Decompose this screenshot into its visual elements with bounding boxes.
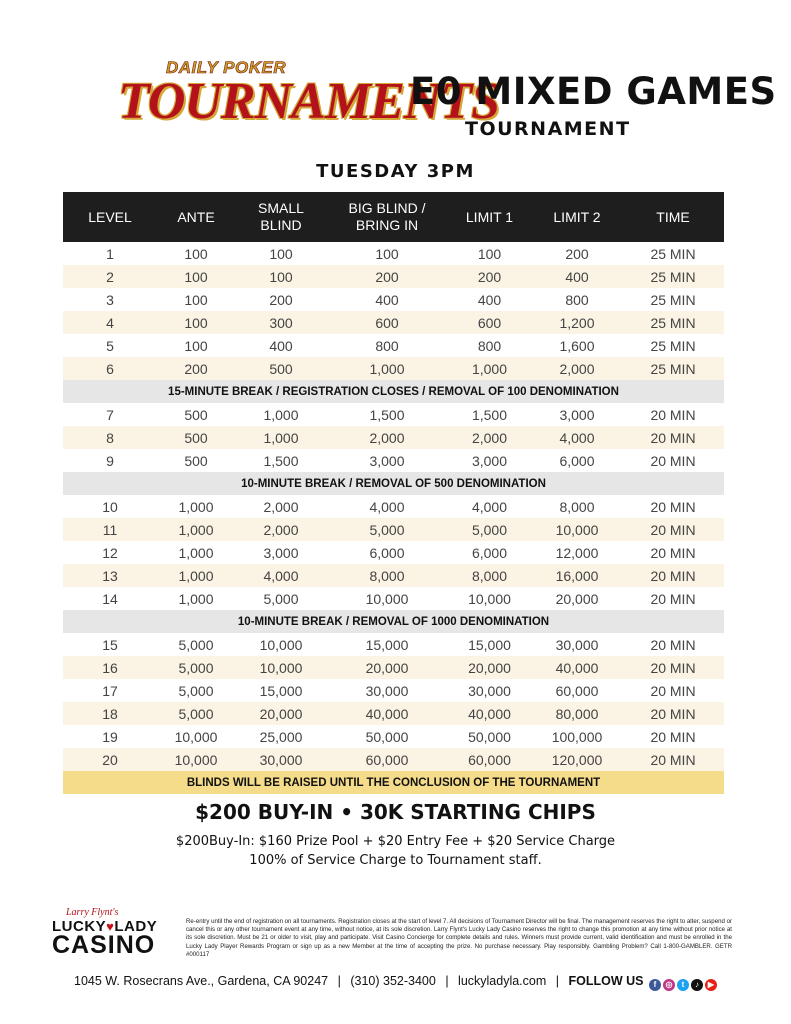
cell-time: 20 MIN <box>650 590 696 607</box>
cell-limit-1: 800 <box>477 337 502 354</box>
cell-big-blind: 60,000 <box>365 751 409 768</box>
logo-main-text: TOURNAMENTS <box>118 73 500 130</box>
cell-ante: 1,000 <box>178 567 214 584</box>
final-note-row: BLINDS WILL BE RAISED UNTIL THE CONCLUSION OF THE TOURNAMENT <box>63 771 724 794</box>
cell-level: 20 <box>102 751 118 768</box>
cell-ante: 1,000 <box>178 544 214 561</box>
cell-small-blind: 2,000 <box>263 521 299 538</box>
break-row: 15-MINUTE BREAK / REGISTRATION CLOSES / REMOVAL OF 100 DENOMINATION <box>63 380 724 403</box>
cell-limit-2: 3,000 <box>559 406 595 423</box>
logo-top-text: DAILY POKER <box>166 58 287 77</box>
table-row <box>63 679 724 702</box>
cell-limit-2: 2,000 <box>559 360 595 377</box>
blind-structure-table <box>63 192 724 794</box>
cell-time: 25 MIN <box>650 245 696 262</box>
header-time: TIME <box>656 208 690 225</box>
table-row <box>63 242 724 265</box>
follow-us-label: FOLLOW US <box>568 974 644 988</box>
table-row <box>63 656 724 679</box>
cell-time: 20 MIN <box>650 659 696 676</box>
divider: | <box>445 974 449 988</box>
header-big-blind: BIG BLIND / BRING IN <box>348 200 426 233</box>
cell-small-blind: 10,000 <box>259 659 303 676</box>
cell-big-blind: 3,000 <box>369 452 405 469</box>
cell-small-blind: 4,000 <box>263 567 299 584</box>
cell-big-blind: 8,000 <box>369 567 405 584</box>
cell-limit-2: 800 <box>565 291 589 308</box>
table-row <box>63 495 724 518</box>
page-title: E0 MIXED GAMES <box>410 70 777 113</box>
cell-big-blind: 4,000 <box>369 498 405 515</box>
cell-limit-1: 400 <box>477 291 502 308</box>
cell-level: 7 <box>106 406 114 423</box>
table-row <box>63 564 724 587</box>
cell-ante: 5,000 <box>178 705 214 722</box>
cell-limit-2: 400 <box>565 268 589 285</box>
cell-limit-2: 1,600 <box>559 337 595 354</box>
cell-big-blind: 2,000 <box>369 429 405 446</box>
cell-small-blind: 25,000 <box>259 728 303 745</box>
cell-big-blind: 30,000 <box>365 682 409 699</box>
cell-limit-1: 10,000 <box>468 590 511 607</box>
cell-small-blind: 2,000 <box>263 498 299 515</box>
cell-limit-1: 15,000 <box>468 636 511 653</box>
cell-limit-2: 80,000 <box>555 705 599 722</box>
cell-limit-1: 50,000 <box>468 728 511 745</box>
cell-limit-2: 1,200 <box>559 314 595 331</box>
cell-ante: 100 <box>184 337 208 354</box>
cell-ante: 1,000 <box>178 521 214 538</box>
table-row <box>63 426 724 449</box>
cell-limit-1: 100 <box>477 245 502 262</box>
cell-ante: 5,000 <box>178 682 214 699</box>
cell-big-blind: 50,000 <box>365 728 409 745</box>
cell-limit-1: 200 <box>477 268 502 285</box>
table-row <box>63 357 724 380</box>
table-row <box>63 265 724 288</box>
cell-limit-1: 4,000 <box>471 498 508 515</box>
phone-link[interactable]: (310) 352-3400 <box>350 974 436 988</box>
table-row <box>63 449 724 472</box>
cell-time: 25 MIN <box>650 360 696 377</box>
table-row <box>63 403 724 426</box>
cell-ante: 100 <box>184 291 208 308</box>
cell-limit-1: 6,000 <box>471 544 508 561</box>
cell-limit-1: 2,000 <box>471 429 508 446</box>
header-ante: ANTE <box>177 208 215 225</box>
cell-limit-1: 1,000 <box>471 360 508 377</box>
table-row <box>63 587 724 610</box>
cell-small-blind: 300 <box>269 314 293 331</box>
cell-big-blind: 1,000 <box>369 360 405 377</box>
cell-level: 15 <box>102 636 118 653</box>
cell-small-blind: 200 <box>269 291 293 308</box>
youtube-icon[interactable]: ▶ <box>705 979 717 991</box>
cell-time: 20 MIN <box>650 452 696 469</box>
cell-big-blind: 40,000 <box>365 705 409 722</box>
instagram-icon[interactable]: ◎ <box>663 979 675 991</box>
divider: | <box>337 974 341 988</box>
cell-limit-1: 60,000 <box>468 751 511 768</box>
cell-limit-2: 200 <box>565 245 589 262</box>
table-row <box>63 334 724 357</box>
cell-level: 3 <box>106 291 114 308</box>
cell-small-blind: 100 <box>269 268 293 285</box>
cell-limit-2: 60,000 <box>555 682 599 699</box>
cell-limit-2: 8,000 <box>559 498 595 515</box>
table-header <box>63 192 724 242</box>
cell-time: 20 MIN <box>650 682 696 699</box>
cell-level: 8 <box>106 429 114 446</box>
header-level: LEVEL <box>88 208 132 225</box>
cell-big-blind: 800 <box>375 337 399 354</box>
cell-level: 6 <box>106 360 114 377</box>
cell-level: 18 <box>102 705 118 722</box>
table-row <box>63 748 724 771</box>
page-subtitle: TOURNAMENT <box>465 118 631 140</box>
break-row: 10-MINUTE BREAK / REMOVAL OF 500 DENOMINATION <box>63 472 724 495</box>
cell-level: 19 <box>102 728 118 745</box>
cell-small-blind: 3,000 <box>263 544 299 561</box>
tiktok-icon[interactable]: ♪ <box>691 979 703 991</box>
cell-level: 14 <box>102 590 118 607</box>
cell-limit-2: 12,000 <box>555 544 599 561</box>
cell-big-blind: 10,000 <box>365 590 409 607</box>
header-limit-2: LIMIT 2 <box>553 208 601 225</box>
cell-time: 20 MIN <box>650 728 696 745</box>
level-block-2 <box>63 403 724 472</box>
cell-time: 20 MIN <box>650 521 696 538</box>
cell-limit-2: 6,000 <box>559 452 595 469</box>
cell-time: 25 MIN <box>650 291 696 308</box>
cell-ante: 500 <box>184 406 208 423</box>
address: 1045 W. Rosecrans Ave., Gardena, CA 90247 <box>74 974 329 988</box>
cell-time: 20 MIN <box>650 406 696 423</box>
header-limit-1: LIMIT 1 <box>465 208 514 225</box>
buy-in-breakdown: $200Buy-In: $160 Prize Pool + $20 Entry Fee + $20 Service Charge <box>175 834 616 849</box>
cell-big-blind: 200 <box>375 268 399 285</box>
cell-small-blind: 400 <box>269 337 293 354</box>
cell-small-blind: 5,000 <box>263 590 299 607</box>
cell-limit-2: 10,000 <box>555 521 599 538</box>
cell-small-blind: 1,000 <box>263 406 299 423</box>
level-block-4 <box>63 633 724 771</box>
cell-small-blind: 1,500 <box>263 452 299 469</box>
cell-limit-2: 20,000 <box>555 590 599 607</box>
cell-ante: 200 <box>184 360 208 377</box>
cell-level: 4 <box>106 314 114 331</box>
cell-ante: 5,000 <box>178 659 214 676</box>
table-row <box>63 702 724 725</box>
cell-level: 12 <box>102 544 118 561</box>
cell-ante: 500 <box>184 452 208 469</box>
cell-ante: 10,000 <box>174 728 218 745</box>
service-charge-note: 100% of Service Charge to Tournament staff. <box>249 853 542 868</box>
cell-level: 11 <box>102 521 118 538</box>
cell-ante: 1,000 <box>178 498 214 515</box>
cell-big-blind: 1,500 <box>369 406 405 423</box>
cell-limit-1: 40,000 <box>468 705 511 722</box>
cell-ante: 1,000 <box>178 590 214 607</box>
cell-level: 16 <box>102 659 118 676</box>
cell-big-blind: 400 <box>375 291 399 308</box>
cell-time: 20 MIN <box>650 429 696 446</box>
cell-level: 17 <box>102 682 118 699</box>
cell-ante: 100 <box>184 245 208 262</box>
cell-level: 1 <box>106 245 114 262</box>
cell-small-blind: 30,000 <box>259 751 303 768</box>
cell-time: 20 MIN <box>650 498 696 515</box>
cell-limit-2: 4,000 <box>559 429 595 446</box>
cell-limit-1: 20,000 <box>468 659 511 676</box>
cell-level: 5 <box>106 337 114 354</box>
cell-limit-2: 40,000 <box>555 659 599 676</box>
cell-time: 20 MIN <box>650 544 696 561</box>
cell-time: 20 MIN <box>650 751 696 768</box>
break-row: 10-MINUTE BREAK / REMOVAL OF 1000 DENOMINATION <box>63 610 724 633</box>
cell-small-blind: 15,000 <box>259 682 303 699</box>
cell-ante: 100 <box>184 268 208 285</box>
table-row <box>63 633 724 656</box>
level-block-3 <box>63 495 724 610</box>
cell-limit-1: 1,500 <box>471 406 508 423</box>
cell-time: 25 MIN <box>650 268 696 285</box>
divider: | <box>555 974 560 988</box>
cell-limit-1: 3,000 <box>471 452 508 469</box>
twitter-icon[interactable]: t <box>677 979 689 991</box>
cell-time: 20 MIN <box>650 705 696 722</box>
cell-limit-1: 5,000 <box>471 521 508 538</box>
logo-signature: Larry Flynt's <box>66 907 119 918</box>
table-row <box>63 518 724 541</box>
table-row <box>63 288 724 311</box>
daily-poker-tournaments-logo <box>118 58 500 146</box>
cell-ante: 100 <box>184 314 208 331</box>
footer-contact <box>0 974 791 991</box>
buy-in-headline: $200 BUY-IN • 30K STARTING CHIPS <box>195 800 596 824</box>
cell-limit-2: 100,000 <box>551 728 603 745</box>
cell-big-blind: 6,000 <box>369 544 405 561</box>
cell-small-blind: 10,000 <box>259 636 303 653</box>
cell-ante: 5,000 <box>178 636 214 653</box>
logo-casino: CASINO <box>52 931 156 959</box>
cell-limit-2: 16,000 <box>555 567 599 584</box>
cell-time: 25 MIN <box>650 337 696 354</box>
level-block-1 <box>63 242 724 380</box>
cell-limit-1: 600 <box>477 314 502 331</box>
table-row <box>63 725 724 748</box>
table-row <box>63 541 724 564</box>
cell-small-blind: 1,000 <box>263 429 299 446</box>
cell-time: 20 MIN <box>650 636 696 653</box>
website-link[interactable]: luckyladyla.com <box>458 974 547 988</box>
cell-small-blind: 500 <box>269 360 293 377</box>
cell-limit-1: 8,000 <box>471 567 508 584</box>
table-row <box>63 311 724 334</box>
cell-level: 9 <box>106 452 114 469</box>
heart-icon: ♥ <box>106 919 115 934</box>
lucky-lady-casino-logo <box>52 907 176 957</box>
cell-limit-2: 30,000 <box>555 636 599 653</box>
cell-time: 20 MIN <box>650 567 696 584</box>
facebook-icon[interactable]: f <box>649 979 661 991</box>
cell-big-blind: 20,000 <box>365 659 409 676</box>
cell-limit-1: 30,000 <box>468 682 511 699</box>
schedule-day: TUESDAY 3PM <box>316 161 475 182</box>
cell-ante: 10,000 <box>174 751 218 768</box>
logo-lucky-lady: LUCKY♥LADY <box>52 918 158 935</box>
cell-big-blind: 5,000 <box>369 521 405 538</box>
cell-level: 2 <box>106 268 114 285</box>
cell-small-blind: 100 <box>269 245 293 262</box>
cell-level: 13 <box>102 567 118 584</box>
legal-disclaimer: Re-entry until the end of registration on all tournaments. Registration closes at the start of level 7. All decisions of Tournament Director will be final. The management reserves the right to alter, suspend or cancel this or any other tournament event at any time, without notice, at its sole discretion. Larry Flynt's Lucky Lady Casino reserves the right to change this promotion at any time without prior notice at its sole discretion. Must be 21 or older to visit, play and participate. Visit Casino Concierge for complete details and rules. Winners must provide current, valid identification and must be enrolled in the Lucky Lady Player Rewards Program or sign up as a new Member at the time of accepting the prize. No purchase necessary. Play responsibly. Gambling Problem? Call 1-800-GAMBLER. GETR #000117 <box>186 918 732 958</box>
cell-big-blind: 600 <box>375 314 399 331</box>
cell-small-blind: 20,000 <box>259 705 303 722</box>
cell-level: 10 <box>102 498 118 515</box>
cell-big-blind: 15,000 <box>365 636 409 653</box>
cell-ante: 500 <box>184 429 208 446</box>
cell-limit-2: 120,000 <box>551 751 603 768</box>
cell-big-blind: 100 <box>375 245 399 262</box>
header-small-blind: SMALL BLIND <box>258 200 304 233</box>
cell-time: 25 MIN <box>650 314 696 331</box>
